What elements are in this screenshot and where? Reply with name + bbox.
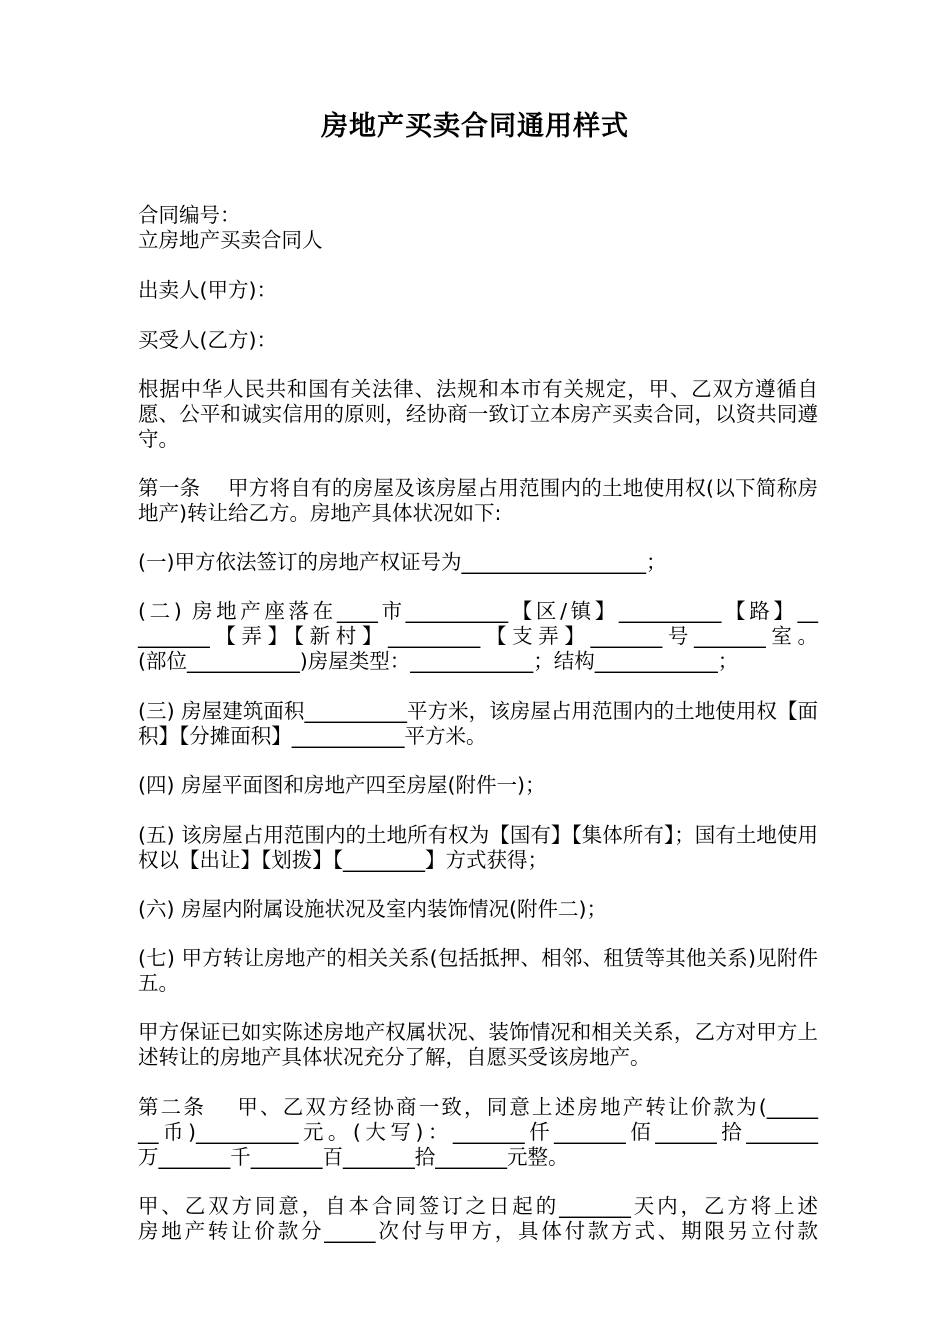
item-1-property-certificate: (一)甲方依法签订的房地产权证号为__________________； xyxy=(138,550,667,574)
item-7-related-relations: (七) 甲方转让房地产的相关关系(包括抵押、相邻、租赁等其他关系)见附件五。 xyxy=(138,946,818,995)
item-5-land-ownership: (五) 该房屋占用范围内的土地所有权为【国有】【集体所有】；国有土地使用权以【出让】【划拨】【________】方式获得； xyxy=(138,823,818,872)
article-1-paragraph: 第一条 甲方将自有的房屋及该房屋占用范围内的土地使用权(以下简称房地产)转让给乙方。房地产具体状况如下: xyxy=(138,476,818,525)
item-2-location-line-2: _______【弄】【新村】_________【支弄】_______号_______室。 xyxy=(138,624,818,648)
preamble-paragraph: 根据中华人民共和国有关法律、法规和本市有关规定，甲、乙双方遵循自愿、公平和诚实信用的原则，经协商一致订立本房产买卖合同，以资共同遵守。 xyxy=(138,377,818,451)
item-2-location-line-3: (部位___________)房屋类型：____________；结构____________； xyxy=(138,649,739,673)
document-title: 房地产买卖合同通用样式 xyxy=(321,111,629,142)
payment-terms-line-2: 房地产转让价款分_____次付与甲方，具体付款方式、期限另立付款 xyxy=(138,1219,818,1243)
buyer-label: 买受人(乙方)： xyxy=(138,328,277,352)
article-2-line-1: 第二条 甲、乙双方经协商一致，同意上述房地产转让价款为(_____ xyxy=(138,1095,818,1119)
payment-terms-line-1: 甲、乙双方同意，自本合同签订之日起的_______天内，乙方将上述 xyxy=(138,1194,818,1218)
item-6-fixtures: (六) 房屋内附属设施状况及室内装饰情况(附件二)； xyxy=(138,897,608,921)
item-3-floor-area: (三) 房屋建筑面积__________平方米，该房屋占用范围内的土地使用权【面积】【分摊面积】___________平方米。 xyxy=(138,699,818,748)
seller-guarantee-paragraph: 甲方保证已如实陈述房地产权属状况、装饰情况和相关关系，乙方对甲方上述转让的房地产具体状况充分了解，自愿买受该房地产。 xyxy=(138,1020,818,1069)
article-2-line-2: __币)__________元。(大写)：_______仟_______佰______拾_______ xyxy=(138,1120,818,1144)
seller-label: 出卖人(甲方)： xyxy=(138,278,277,302)
article-2-line-3: 万_______千_______百_______拾_______元整。 xyxy=(138,1145,569,1169)
contract-number-label: 合同编号： xyxy=(138,203,241,227)
item-2-location-line-1: (二) 房地产座落在____市__________【区/镇】__________【路】__ xyxy=(138,599,818,623)
item-4-floor-plan: (四) 房屋平面图和房地产四至房屋(附件一)； xyxy=(138,773,546,797)
parties-heading: 立房地产买卖合同人 xyxy=(138,228,323,252)
